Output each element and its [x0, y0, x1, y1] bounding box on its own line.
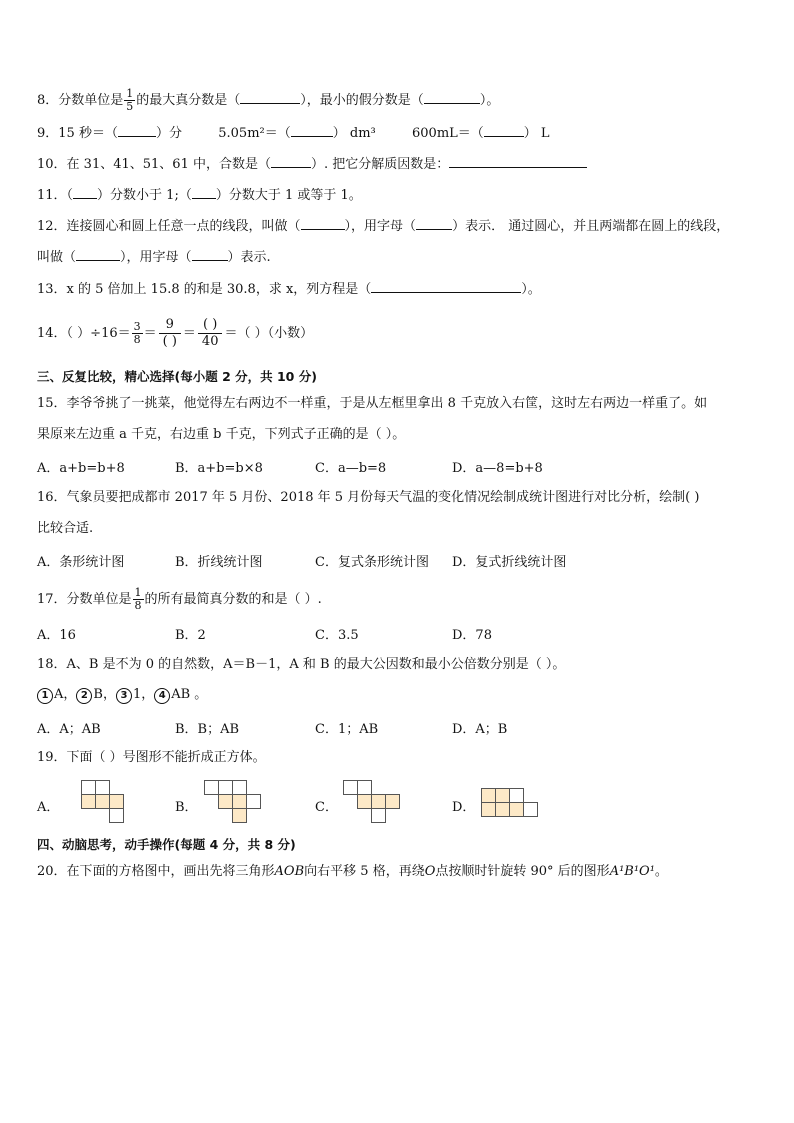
option-a[interactable]: A． [37, 800, 60, 815]
question-15-line-1: 15．李爷爷挑了一挑菜，他觉得左右两边不一样重，于是从左框里拿出 8 千克放入右筐，这时左右两边一样重了。如 [37, 396, 708, 411]
question-11: 11．（ ）分数小于 1;（ ）分数大于 1 或等于 1。 [37, 188, 362, 203]
option-c[interactable]: C．a—b=8 [315, 461, 387, 476]
fraction-one-fifth: $\frac{1}{5}$ [126, 87, 134, 113]
answer-blank[interactable] [192, 186, 216, 199]
section-3-heading: 三、反复比较，精心选择(每小题 2 分，共 10 分) [37, 369, 317, 384]
answer-blank[interactable] [118, 124, 156, 137]
question-17: 17．分数单位是 $\frac{1}{8}$ 的所有最简真分数的和是（ ）. [37, 586, 322, 612]
question-16-line-1: 16．气象员要把成都市 2017 年 5 月份、2018 年 5 月份每天气温的变化情况绘制成统计图进行对比分析，绘制( ) [37, 490, 700, 505]
answer-blank[interactable] [449, 155, 587, 168]
option-a[interactable]: A．条形统计图 [37, 555, 125, 570]
option-c[interactable]: C． [315, 800, 338, 815]
fraction-nine-over-blank: $\frac{9}{( )}$ [159, 317, 181, 350]
option-d[interactable]: D． [452, 800, 476, 815]
option-b[interactable]: B．折线统计图 [175, 555, 263, 570]
option-a[interactable]: A．16 [37, 628, 76, 643]
answer-blank[interactable] [192, 248, 228, 261]
circled-number-1: 1 [37, 688, 53, 704]
answer-blank[interactable] [301, 217, 345, 230]
circled-number-4: 4 [154, 688, 170, 704]
option-d[interactable]: D．A；B [452, 722, 508, 737]
answer-blank[interactable] [371, 280, 521, 293]
option-c[interactable]: C．3.5 [315, 628, 359, 643]
answer-blank[interactable] [291, 124, 333, 137]
answer-blank[interactable] [424, 91, 480, 104]
question-20: 20．在下面的方格图中，画出先将三角形AOB向右平移 5 格，再绕O点按顺时针旋转 90° 后的图形A¹B¹O¹。 [37, 864, 668, 879]
question-18: 18．A、B 是不为 0 的自然数，A＝B－1，A 和 B 的最大公因数和最小公倍数分别是（ ）。 [37, 657, 566, 672]
option-b[interactable]: B．a+b=b×8 [175, 461, 263, 476]
question-14: 14．（ ）÷16＝ $\frac{3}{8}$ ＝ $\frac{9}{( )}$ ＝ $\frac{( )}{40}$ ＝（ ）（小数） [37, 317, 314, 349]
question-8: 8．分数单位是 $\frac{1}{5}$ 的最大真分数是（ ），最小的假分数是（ ）。 [37, 87, 500, 113]
answer-blank[interactable] [240, 91, 300, 104]
fraction-blank-over-forty: $\frac{( )}{40}$ [198, 317, 223, 350]
answer-blank[interactable] [484, 124, 524, 137]
option-c[interactable]: C．复式条形统计图 [315, 555, 429, 570]
option-b[interactable]: B． [175, 800, 198, 815]
question-12-line-2: 叫做（ ），用字母（ ）表示. [37, 250, 271, 265]
option-d[interactable]: D．78 [452, 628, 492, 643]
cube-net-d [481, 788, 545, 820]
option-a[interactable]: A．A；AB [37, 722, 101, 737]
question-13: 13．x 的 5 倍加上 15.8 的和是 30.8，求 x，列方程是（ ）。 [37, 282, 541, 297]
answer-blank[interactable] [76, 248, 120, 261]
option-b[interactable]: B．2 [175, 628, 206, 643]
section-4-heading: 四、动脑思考，动手操作(每题 4 分，共 8 分) [37, 837, 296, 852]
fraction-one-eighth: $\frac{1}{8}$ [134, 586, 142, 612]
option-b[interactable]: B．B；AB [175, 722, 240, 737]
question-19: 19．下面（ ）号图形不能折成正方体。 [37, 750, 266, 765]
option-a[interactable]: A．a+b=b+8 [37, 461, 125, 476]
answer-blank[interactable] [73, 186, 97, 199]
circled-number-2: 2 [76, 688, 92, 704]
question-9: 9．15 秒＝（ ）分 5.05m²＝（ ） dm³ 600mL＝（ ） L [37, 126, 550, 141]
cube-net-a [67, 780, 131, 826]
circled-number-3: 3 [116, 688, 132, 704]
fraction-three-eighths: $\frac{3}{8}$ [133, 320, 141, 346]
cube-net-b [204, 780, 268, 826]
question-16-line-2: 比较合适. [37, 521, 94, 536]
question-18-choices: 1 A， 2 B， 3 1， 4 AB 。 [37, 686, 207, 704]
cube-net-c [343, 780, 407, 826]
question-10: 10．在 31、41、51、61 中，合数是（ ）. 把它分解质因数是： [37, 155, 587, 174]
question-15-line-2: 果原来左边重 a 千克，右边重 b 千克，下列式子正确的是（ ）。 [37, 427, 406, 442]
question-12-line-1: 12．连接圆心和圆上任意一点的线段，叫做（ ），用字母（ ）表示． 通过圆心，并且两端都在圆上的线段， [37, 219, 730, 234]
option-d[interactable]: D．复式折线统计图 [452, 555, 567, 570]
option-d[interactable]: D．a—8=b+8 [452, 461, 543, 476]
option-c[interactable]: C．1；AB [315, 722, 379, 737]
answer-blank[interactable] [416, 217, 452, 230]
answer-blank[interactable] [271, 155, 311, 168]
